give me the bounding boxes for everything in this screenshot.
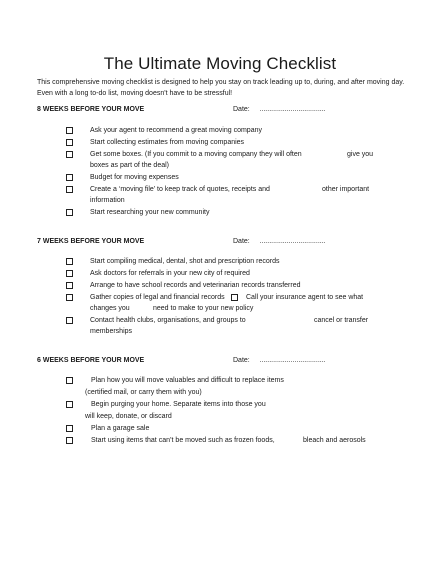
section-title: 8 WEEKS BEFORE YOUR MOVE [37,106,145,113]
checkbox[interactable] [66,437,73,444]
item-text: Start compiling medical, dental, shot and prescription records [90,258,280,265]
intro-paragraph: This comprehensive moving checklist is designed to help you stay on track leading up to, during, and after moving day. Even with a long to-do list, moving doesn't have to be stressful! [37,79,405,97]
item-text: cancel or transfer [314,317,369,324]
item-text: Start researching your new community [90,209,210,216]
item-text: bleach and aerosols [303,437,366,444]
item-text: Ask doctors for referrals in your new city of required [90,270,250,277]
section-title: 6 WEEKS BEFORE YOUR MOVE [37,357,145,364]
item-text: Plan how you will move valuables and difficult to replace items [91,377,284,384]
checkbox[interactable] [66,209,73,216]
checkbox[interactable] [66,270,73,277]
section-heading-8-weeks [37,106,407,116]
section-heading-6-weeks [37,357,407,367]
item-text: Begin purging your home. Separate items into those you [91,401,266,408]
date-label: Date: [233,238,250,245]
item-text: Plan a garage sale [91,425,150,432]
item-text: Create a ‘moving file’ to keep track of quotes, receipts and [90,186,270,193]
item-text: Contact health clubs, organisations, and groups to [90,317,246,324]
date-label: Date: [233,357,250,364]
item-text: need to make to your new policy [153,305,254,312]
date-field [233,238,326,245]
item-text: will keep, donate, or discard [85,413,172,420]
checkbox[interactable] [66,186,73,193]
item-text: give you [347,151,374,158]
checkbox[interactable] [66,258,73,265]
date-field [233,357,326,364]
item-text: Get some boxes. (If you commit to a moving company they will often [90,151,302,158]
page-title: The Ultimate Moving Checklist [103,54,337,73]
date-blank: .................................. [259,106,326,113]
section-title: 7 WEEKS BEFORE YOUR MOVE [37,238,145,245]
item-text: Start collecting estimates from moving companies [90,139,245,146]
item-text: changes you [90,305,130,312]
checkbox[interactable] [66,401,73,408]
item-text: Ask your agent to recommend a great moving company [90,127,262,134]
item-text: boxes as part of the deal) [90,162,169,169]
checkbox[interactable] [66,294,73,301]
checkbox[interactable] [66,174,73,181]
checkbox[interactable] [66,282,73,289]
checkbox[interactable] [66,139,73,146]
item-text: (certified mail, or carry them with you) [85,389,202,396]
item-text: information [90,197,125,204]
checkbox[interactable] [66,377,73,384]
item-text: Gather copies of legal and financial records [90,294,225,301]
date-blank: .................................. [259,238,326,245]
item-text: other important [322,186,370,193]
date-blank: .................................. [259,357,326,364]
item-text: Start using items that can’t be moved such as frozen foods, [91,437,275,444]
checkbox[interactable] [66,127,73,134]
item-text: memberships [90,328,133,335]
section-heading-7-weeks [37,238,407,248]
checkbox[interactable] [231,294,238,301]
item-text: Budget for moving expenses [90,174,179,181]
checkbox[interactable] [66,425,73,432]
item-text: Call your insurance agent to see what [246,294,364,301]
date-field [233,106,326,113]
checkbox[interactable] [66,151,73,158]
checkbox[interactable] [66,317,73,324]
item-text: Arrange to have school records and veterinarian records transferred [90,282,301,289]
date-label: Date: [233,106,250,113]
